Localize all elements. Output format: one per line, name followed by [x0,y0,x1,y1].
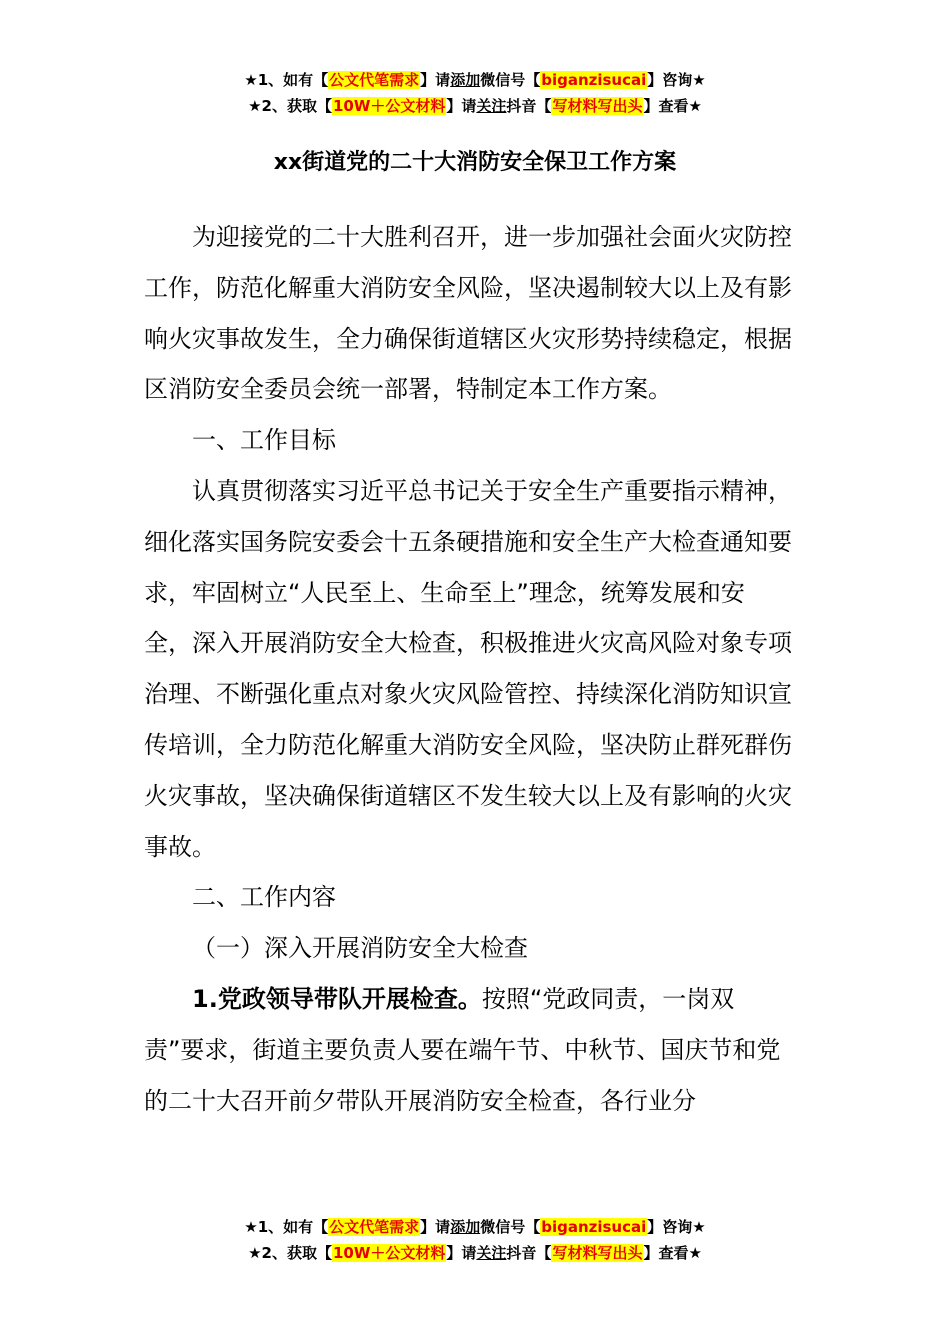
banner-highlight: 写材料写出头 [552,97,643,115]
document-body [144,212,792,1126]
banner-highlight: 10W＋公文材料 [332,1244,446,1262]
banner-text: 】咨询★ [647,71,706,89]
banner-text: 微信号【 [480,1218,541,1236]
banner-text: 】请 [446,1244,477,1262]
footer-banner [0,1214,950,1266]
intro-paragraph: 为迎接党的二十大胜利召开，进一步加强社会面火灾防控工作，防范化解重大消防安全风险，坚决遏制较大以上及有影响火灾事故发生，全力确保街道辖区火灾形势持续稳定，根据区消防安全委员会统一部署，特制定本工作方案。 [144,223,792,404]
banner-text: ★1、如有【 [244,71,329,89]
banner-text: 】请 [420,71,451,89]
section-1-heading: 一、工作目标 [192,426,336,455]
subsection-1-heading: （一）深入开展消防安全大检查 [192,934,528,963]
banner-underline: 添加 [450,1218,481,1236]
banner-text: ★1、如有【 [244,1218,329,1236]
banner-highlight: 公文代笔需求 [329,71,420,89]
item-1-paragraph [144,974,792,1126]
banner-highlight: 10W＋公文材料 [332,97,446,115]
item-1-lead: 1.党政领导带队开展检查。 [192,984,482,1013]
banner-underline: 添加 [450,71,481,89]
banner-line-1 [0,1214,950,1240]
section-1-paragraph: 认真贯彻落实习近平总书记关于安全生产重要指示精神，细化落实国务院安委会十五条硬措施和安全生产大检查通知要求，牢固树立“人民至上、生命至上”理念，统筹发展和安全，深入开展消防安全大检查，积极推进火灾高风险对象专项治理、不断强化重点对象火灾风险管控、持续深化消防知识宣传培训，全力防范化解重大消防安全风险，坚决防止群死群伤火灾事故，坚决确保街道辖区不发生较大以上及有影响的火灾事故。 [144,476,792,861]
section-2-heading: 二、工作内容 [192,883,336,912]
document-title: xx街道党的二十大消防安全保卫工作方案 [273,150,677,175]
banner-highlight: 写材料写出头 [552,1244,643,1262]
banner-text: 】请 [446,97,477,115]
banner-text: 】查看★ [643,1244,702,1262]
banner-highlight: 公文代笔需求 [329,1218,420,1236]
banner-text: 】查看★ [643,97,702,115]
banner-underline: 关注 [476,97,507,115]
banner-text: ★2、获取【 [248,97,332,115]
banner-highlight: biganzisucai [541,1218,647,1236]
banner-text: 】咨询★ [647,1218,706,1236]
banner-line-1 [0,67,950,93]
banner-underline: 关注 [476,1244,507,1262]
banner-highlight: biganzisucai [541,71,647,89]
banner-text: 】请 [420,1218,451,1236]
banner-line-2 [0,93,950,119]
banner-text: 抖音【 [506,1244,552,1262]
banner-text: 抖音【 [506,97,552,115]
header-banner [0,67,950,119]
banner-text: ★2、获取【 [248,1244,332,1262]
banner-line-2 [0,1240,950,1266]
banner-text: 微信号【 [480,71,541,89]
item-1-body: 按照“党政同责，一岗双责”要求，街道主要负责人要在端午节、中秋节、国庆节和党的二十大召开前夕带队开展消防安全检查，各行业分 [144,984,781,1115]
